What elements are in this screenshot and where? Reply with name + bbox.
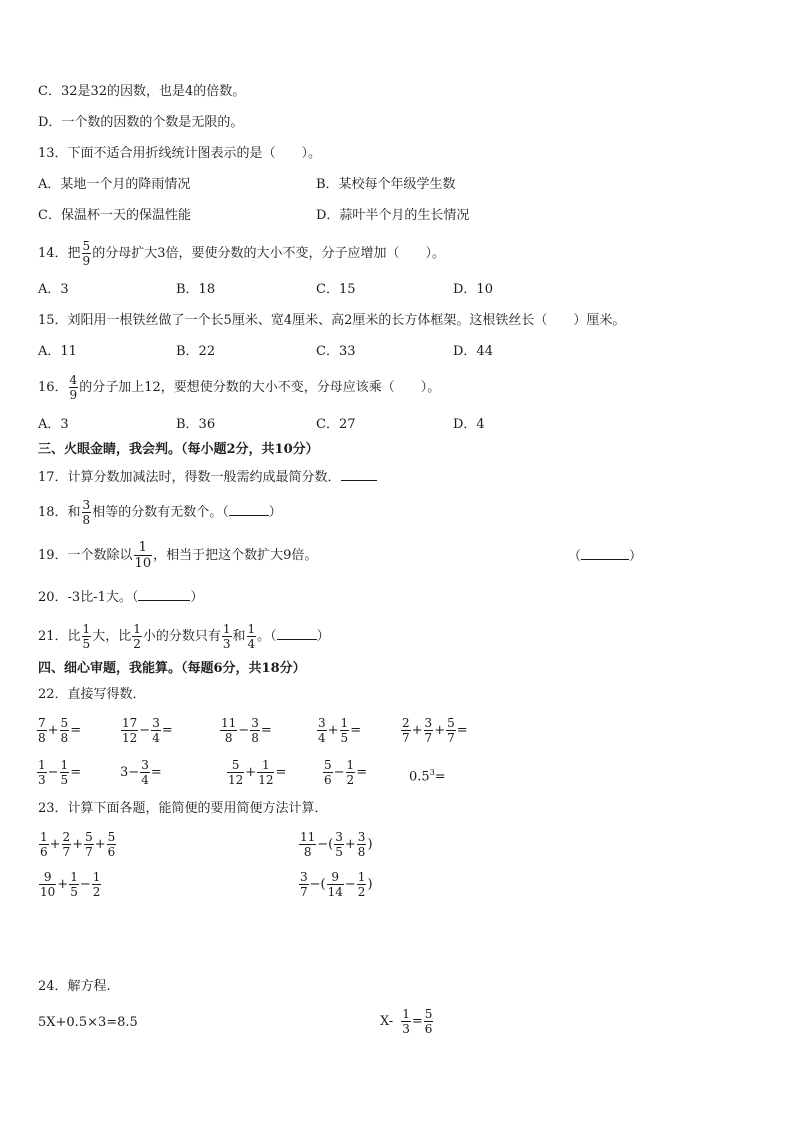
fraction: $\frac{2}{7}$: [62, 830, 71, 859]
q20-stem: 20．-3比-1大。（ ）: [38, 590, 204, 605]
q23-expression-1: $\frac{1}{6}$ + $\frac{2}{7}$ + $\frac{5}{7}$ + $\frac{5}{6}$: [40, 830, 116, 859]
q23-expression-4: $\frac{3}{7}$ −( $\frac{9}{14}$ − $\frac{1}{2}$ ): [300, 870, 373, 899]
q14-fraction: $\frac{5}{9}$: [82, 239, 91, 268]
q18-answer-blank[interactable]: [229, 503, 269, 516]
q15-stem: 15．刘阳用一根铁丝做了一个长5厘米、宽4厘米、高2厘米的长方体框架。这根铁丝长（ ）厘米。: [38, 313, 626, 328]
fraction: $\frac{1}{5}$: [340, 716, 349, 745]
q14-option-d: D．10: [453, 282, 493, 297]
fraction: $\frac{3}{7}$: [424, 716, 433, 745]
fraction: $\frac{3}{5}$: [335, 830, 343, 859]
fraction: $\frac{1}{6}$: [40, 830, 48, 859]
q14-option-c: C．15: [316, 282, 356, 297]
q22-item-5: $\frac{2}{7}$ + $\frac{3}{7}$ + $\frac{5}{7}$ =: [402, 716, 468, 745]
fraction: $\frac{7}{8}$: [38, 716, 46, 745]
fraction: $\frac{1}{2}$: [92, 870, 101, 899]
q22-stem: 22．直接写得数．: [38, 687, 146, 702]
q13-option-b: B．某校每个年级学生数: [316, 177, 456, 192]
fraction: $\frac{3}{8}$: [357, 830, 366, 859]
fraction: $\frac{3}{4}$: [152, 716, 160, 745]
q18-fraction: $\frac{3}{8}$: [82, 498, 91, 527]
q13-option-a: A．某地一个月的降雨情况: [38, 177, 191, 192]
q20-answer-blank[interactable]: [138, 588, 190, 601]
q18-stem: 18．和 $\frac{3}{8}$ 相等的分数有无数个。（ ）: [38, 498, 282, 527]
q24-stem: 24．解方程.: [38, 979, 111, 994]
q23-expression-2: $\frac{11}{8}$ −( $\frac{3}{5}$ + $\frac{3}{8}$ ): [300, 830, 373, 859]
fraction: $\frac{1}{2}$: [357, 870, 366, 899]
fraction: $\frac{9}{14}$: [327, 870, 343, 899]
q22-item-10: $0.5^3=$: [409, 768, 446, 785]
q15-option-b: B．22: [176, 344, 216, 359]
q21-fraction-3: $\frac{1}{3}$: [222, 622, 231, 651]
q23-stem: 23．计算下面各题，能简便的要用简便方法计算．: [38, 801, 328, 816]
fraction: $\frac{2}{7}$: [402, 716, 410, 745]
fraction: $\frac{11}{8}$: [300, 830, 316, 859]
fraction: $\frac{1}{3}$: [38, 758, 46, 787]
q17-answer-blank[interactable]: [341, 468, 377, 481]
fraction: $\frac{5}{7}$: [447, 716, 455, 745]
q22-item-4: $\frac{3}{4}$ + $\frac{1}{5}$ =: [318, 716, 362, 745]
q22-item-7: 3− $\frac{3}{4}$ =: [120, 758, 162, 787]
q22-item-6: $\frac{1}{3}$ − $\frac{1}{5}$ =: [38, 758, 82, 787]
q17-stem: 17．计算分数加减法时，得数一般需约成最简分数．: [38, 468, 377, 487]
q16-stem: 16． $\frac{4}{9}$ 的分子加上12，要想使分数的大小不变，分母应该乘（ ）。: [38, 373, 441, 402]
q23-expression-3: $\frac{9}{10}$ + $\frac{1}{5}$ − $\frac{1}{2}$: [40, 870, 101, 899]
q13-stem: 13．下面不适合用折线统计图表示的是（ ）。: [38, 146, 322, 161]
q15-option-a: A．11: [38, 344, 77, 359]
q21-stem: 21．比 $\frac{1}{5}$ 大，比 $\frac{1}{2}$ 小的分数只有 $\frac{1}{3}$ 和 $\frac{1}{4}$ 。（ ）: [38, 622, 330, 651]
q21-fraction-2: $\frac{1}{2}$: [133, 622, 141, 651]
q22-item-1: $\frac{7}{8}$ + $\frac{5}{8}$ =: [38, 716, 82, 745]
q19-fraction: $\frac{1}{10}$: [134, 540, 152, 571]
q16-option-b: B．36: [176, 417, 216, 432]
fraction: $\frac{1}{2}$: [346, 758, 355, 787]
q19-answer-blank[interactable]: [581, 547, 629, 560]
fraction: $\frac{5}{12}$: [228, 758, 244, 787]
q15-option-c: C．33: [316, 344, 356, 359]
fraction: $\frac{3}{4}$: [141, 758, 149, 787]
fraction: $\frac{17}{12}$: [122, 716, 138, 745]
fraction: $\frac{1}{12}$: [258, 758, 274, 787]
q24-equation-1: 5X+0.5×3=8.5: [38, 1015, 138, 1030]
q14-option-a: A．3: [38, 282, 69, 297]
fraction: $\frac{1}{5}$: [70, 870, 78, 899]
q22-item-3: $\frac{11}{8}$ − $\frac{3}{8}$ =: [221, 716, 272, 745]
q16-option-c: C．27: [316, 417, 356, 432]
q13-option-d: D．蒜叶半个月的生长情况: [316, 208, 470, 223]
q16-fraction: $\frac{4}{9}$: [69, 373, 78, 402]
q22-item-8: $\frac{5}{12}$ + $\frac{1}{12}$ =: [228, 758, 287, 787]
q12-option-d: D．一个数的因数的个数是无限的。: [38, 115, 244, 130]
section-4-heading: 四、细心审题，我能算。（每题6分，共18分）: [38, 661, 306, 676]
fraction: $\frac{5}{7}$: [85, 830, 93, 859]
fraction: $\frac{5}{6}$: [424, 1007, 433, 1036]
q13-option-c: C．保温杯一天的保温性能: [38, 208, 191, 223]
q19-answer: （ ）: [568, 549, 643, 564]
fraction: $\frac{5}{8}$: [60, 716, 69, 745]
fraction: $\frac{3}{4}$: [318, 716, 326, 745]
q21-fraction-4: $\frac{1}{4}$: [247, 622, 256, 651]
section-3-heading: 三、火眼金睛，我会判。（每小题2分，共10分）: [38, 442, 319, 457]
q16-option-d: D．4: [453, 417, 485, 432]
q22-item-9: $\frac{5}{6}$ − $\frac{1}{2}$ =: [324, 758, 368, 787]
q15-option-d: D．44: [453, 344, 493, 359]
fraction: $\frac{3}{8}$: [251, 716, 259, 745]
fraction: $\frac{11}{8}$: [221, 716, 237, 745]
q14-stem: 14．把 $\frac{5}{9}$ 的分母扩大3倍，要使分数的大小不变，分子应增加（ ）。: [38, 239, 445, 268]
q21-fraction-1: $\frac{1}{5}$: [82, 622, 91, 651]
q24-equation-2: X- $\frac{1}{3}$ = $\frac{5}{6}$: [380, 1007, 433, 1036]
q19-stem: 19．一个数除以 $\frac{1}{10}$ ，相当于把这个数扩大9倍。: [38, 540, 318, 571]
fraction: $\frac{3}{7}$: [300, 870, 308, 899]
fraction: $\frac{1}{5}$: [60, 758, 69, 787]
fraction: $\frac{9}{10}$: [40, 870, 56, 899]
q14-option-b: B．18: [176, 282, 216, 297]
q12-option-c: C．32是32的因数，也是4的倍数。: [38, 84, 246, 99]
fraction: $\frac{5}{6}$: [324, 758, 332, 787]
fraction: $\frac{1}{3}$: [402, 1007, 410, 1036]
q22-item-2: $\frac{17}{12}$ − $\frac{3}{4}$ =: [122, 716, 173, 745]
q16-option-a: A．3: [38, 417, 69, 432]
fraction: $\frac{5}{6}$: [107, 830, 116, 859]
q21-answer-blank[interactable]: [277, 627, 317, 640]
